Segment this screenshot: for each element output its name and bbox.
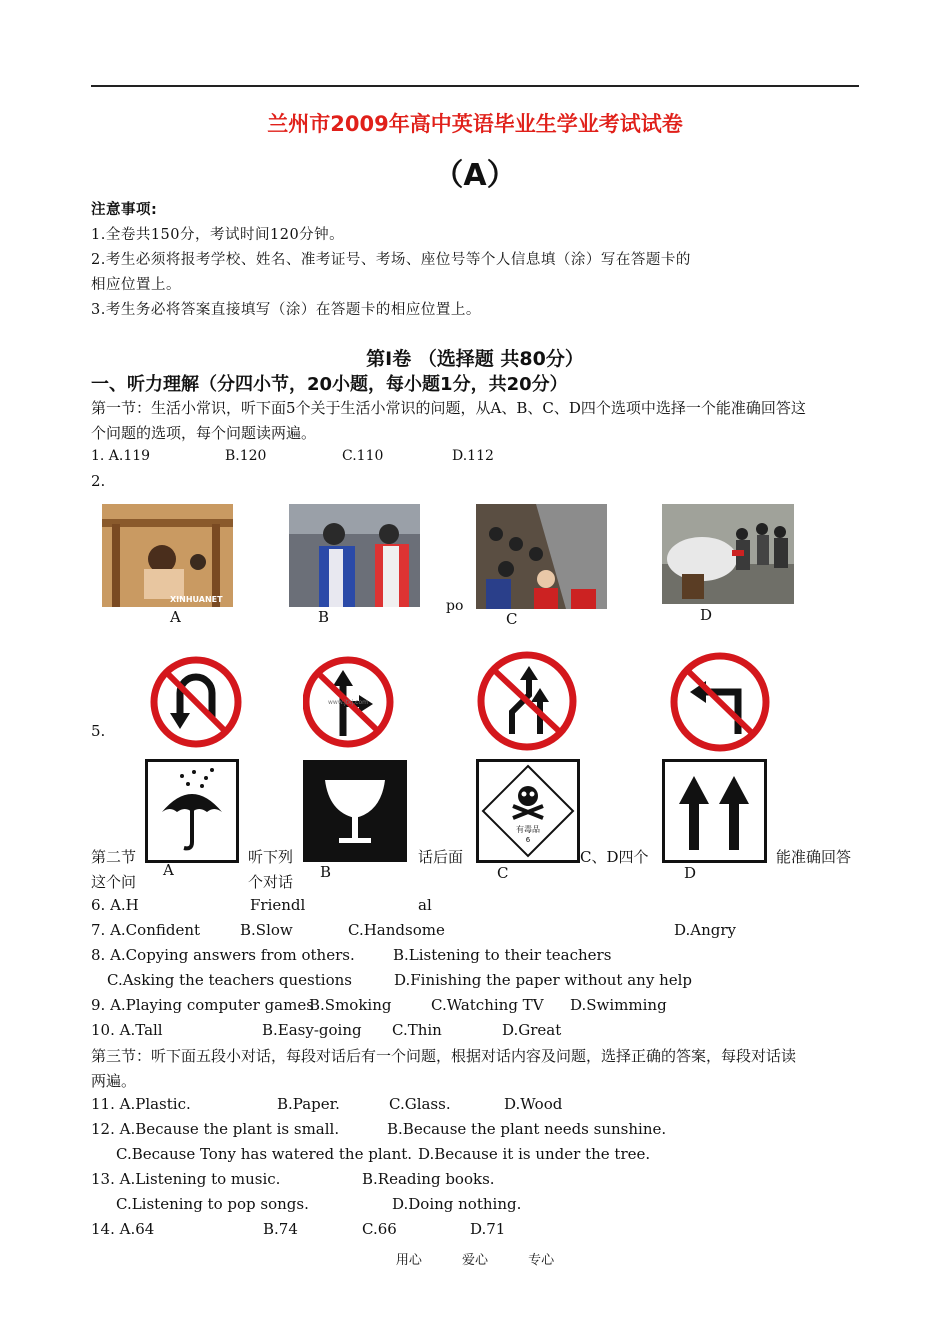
- q10-option-c: C.Thin: [392, 1021, 442, 1039]
- q12-option-a: 12. A.Because the plant is small.: [91, 1120, 340, 1138]
- no-straight-or-right-sign: [303, 654, 394, 751]
- symbol-a-label: A: [163, 861, 174, 879]
- q10-option-d: D.Great: [502, 1021, 562, 1039]
- q11-option-b: B.Paper.: [277, 1095, 340, 1113]
- q7-option-a: 7. A.Confident: [91, 921, 201, 939]
- q6-option-b: Friendl: [250, 896, 306, 914]
- q8-option-b: B.Listening to their teachers: [393, 946, 612, 964]
- footer-item: 用心: [395, 1253, 422, 1268]
- q10-option-a: 10. A.Tall: [91, 1021, 163, 1039]
- note-item: 相应位置上。: [91, 277, 181, 293]
- exam-version: （A）: [433, 158, 517, 193]
- note-item: 1.全卷共150分，考试时间120分钟。: [91, 227, 345, 243]
- q8-option-c: C.Asking the teachers questions: [107, 971, 352, 989]
- photo-b-label: B: [318, 608, 330, 626]
- photo-watermark: XINHUANET: [170, 595, 223, 604]
- sec2-mid3: C、D四个: [580, 848, 649, 866]
- notes-heading: 注意事项:: [91, 202, 158, 218]
- q7-option-d: D.Angry: [674, 921, 736, 939]
- note-item: 3.考生务必将答案直接填写（涂）在答题卡的相应位置上。: [91, 302, 481, 318]
- q1-option-d: D.112: [452, 448, 494, 464]
- q11-option-d: D.Wood: [504, 1095, 563, 1113]
- q14-option-c: C.66: [362, 1220, 397, 1238]
- page-footer: [0, 1249, 950, 1268]
- sec2-line2b: 个对话: [248, 873, 294, 891]
- exam-title: 兰州市2009年高中英语毕业生学业考试试卷: [267, 112, 683, 136]
- part-title: 第Ⅰ卷 （选择题 共80分）: [366, 348, 584, 370]
- no-lane-change-sign: [474, 650, 580, 753]
- sec3-instructions: 第三节：听下面五段小对话，每段对话后有一个问题，根据对话内容及问题，选择正确的答案，每段对话读: [91, 1047, 797, 1065]
- fragile-symbol: [303, 760, 407, 862]
- sign-watermark: www.jtkj.com: [328, 699, 368, 706]
- q9-option-c: C.Watching TV: [431, 996, 544, 1014]
- q8-option-d: D.Finishing the paper without any help: [394, 971, 693, 989]
- photo-c: [476, 504, 607, 609]
- photo-a-label: A: [170, 608, 181, 626]
- sec1-instructions-2: 个问题的选项，每个问题读两遍。: [91, 424, 317, 442]
- symbol-c-label: C: [497, 864, 509, 882]
- q1-option-c: C.110: [342, 448, 384, 464]
- q7-option-b: B.Slow: [240, 921, 293, 939]
- sec2-line2a: 这个问: [91, 873, 137, 891]
- q1-option-a: 1. A.119: [91, 448, 151, 464]
- q9-option-d: D.Swimming: [570, 996, 667, 1014]
- toxic-symbol: [476, 759, 580, 863]
- q10-option-b: B.Easy-going: [262, 1021, 362, 1039]
- no-u-turn-sign: [150, 655, 242, 749]
- sec2-mid2: 话后面: [418, 848, 464, 866]
- q14-option-a: 14. A.64: [91, 1220, 155, 1238]
- photo-b: [289, 504, 420, 607]
- top-rule: [91, 85, 859, 87]
- toxic-label: 有毒品: [516, 825, 540, 834]
- sec2-mid1: 听下列: [248, 848, 294, 866]
- q8-option-a: 8. A.Copying answers from others.: [91, 946, 355, 964]
- q1-option-b: B.120: [225, 448, 267, 464]
- q9-option-b: B.Smoking: [309, 996, 392, 1014]
- q6-option-a: 6. A.H: [91, 896, 139, 914]
- q6-option-c: al: [418, 896, 432, 914]
- symbol-d-label: D: [684, 864, 697, 882]
- q12-option-d: D.Because it is under the tree.: [418, 1145, 651, 1163]
- q7-option-c: C.Handsome: [348, 921, 445, 939]
- q2-number: 2.: [91, 472, 106, 490]
- q13-option-c: C.Listening to pop songs.: [116, 1195, 309, 1213]
- footer-item: 爱心: [461, 1253, 488, 1268]
- q14-option-b: B.74: [263, 1220, 298, 1238]
- sec2-right: 能准确回答: [776, 848, 852, 866]
- photo-a: [102, 504, 233, 607]
- section-title: 一、听力理解（分四小节，20小题，每小题1分，共20分）: [91, 374, 568, 395]
- q13-option-a: 13. A.Listening to music.: [91, 1170, 281, 1188]
- photo-d: [662, 504, 794, 604]
- symbol-b-label: B: [320, 863, 332, 881]
- q12-option-c: C.Because Tony has watered the plant.: [116, 1145, 413, 1163]
- photo-d-label: D: [700, 606, 713, 624]
- this-way-up-symbol: [662, 759, 767, 863]
- note-item: 2.考生必须将报考学校、姓名、准考证号、考场、座位号等个人信息填（涂）写在答题卡的: [91, 252, 691, 268]
- sec2-left: 第二节: [91, 848, 137, 866]
- no-left-turn-sign: [664, 652, 776, 752]
- q13-option-b: B.Reading books.: [362, 1170, 495, 1188]
- q5-number: 5.: [91, 722, 106, 740]
- q12-option-b: B.Because the plant needs sunshine.: [387, 1120, 667, 1138]
- stray-text: po: [446, 598, 464, 614]
- footer-item: 专心: [528, 1253, 555, 1268]
- q9-option-a: 9. A.Playing computer games: [91, 996, 314, 1014]
- keep-dry-symbol: [145, 759, 239, 863]
- photo-c-label: C: [506, 610, 518, 628]
- q11-option-c: C.Glass.: [389, 1095, 451, 1113]
- q11-option-a: 11. A.Plastic.: [91, 1095, 191, 1113]
- q14-option-d: D.71: [470, 1220, 506, 1238]
- sec1-instructions: 第一节：生活小常识，听下面5个关于生活小常识的问题，从A、B、C、D四个选项中选择一个能准确回答这: [91, 399, 806, 417]
- toxic-class: 6: [525, 836, 531, 844]
- sec3-instructions-2: 两遍。: [91, 1072, 137, 1090]
- q13-option-d: D.Doing nothing.: [392, 1195, 522, 1213]
